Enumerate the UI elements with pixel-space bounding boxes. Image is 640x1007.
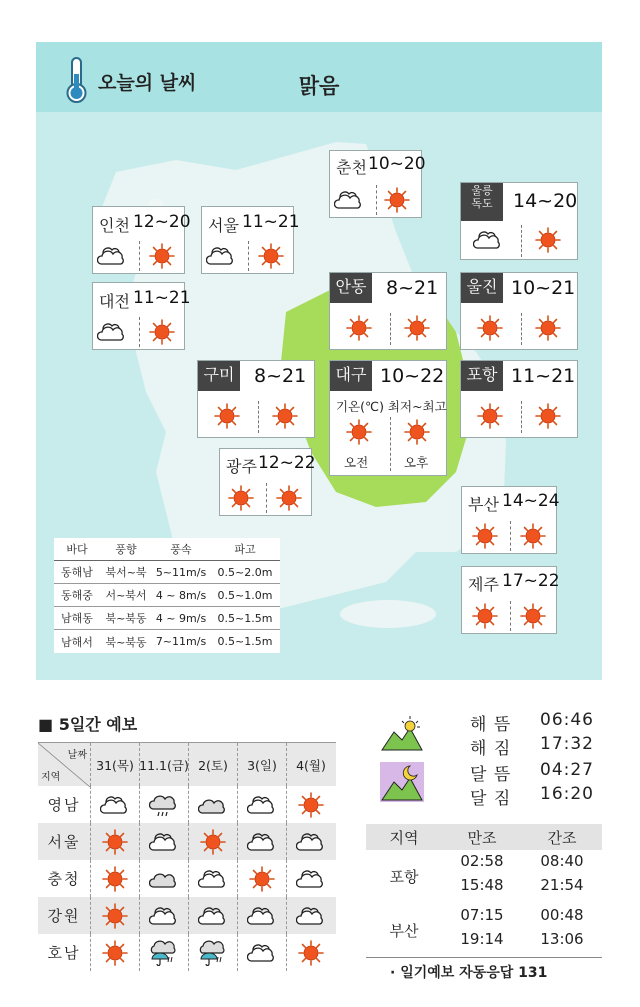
sun-icon (384, 187, 410, 213)
city-temp: 8~21 (386, 277, 439, 299)
forecast-cell (188, 897, 237, 934)
sea-cell: 0.5~1.5m (217, 611, 273, 625)
city-badge: 구미 (198, 361, 240, 391)
moonset-label: 달 짐 (470, 789, 512, 809)
city-name: 부산 (468, 495, 499, 514)
city-badge: 대구 (330, 361, 372, 391)
sun-icon (472, 523, 498, 549)
city-temp: 12~22 (258, 453, 316, 473)
city-card-ulleung (460, 182, 578, 260)
forecast-cell (237, 860, 286, 897)
sunrise-icon (380, 712, 424, 752)
forecast-day: 11.1(금) (139, 743, 188, 786)
forecast-day: 2(토) (188, 743, 237, 786)
tide-high: 15:48 (460, 876, 504, 894)
sea-header: 바다 (66, 543, 88, 556)
city-card-busan (461, 486, 560, 554)
sun-icon (535, 403, 561, 429)
tide-low: 00:48 (540, 906, 584, 924)
sun-icon (249, 866, 275, 892)
cloud-icon (198, 792, 228, 818)
city-temp: 8~21 (254, 365, 307, 387)
sunrise-label: 해 뜸 (470, 715, 512, 735)
rain-icon (149, 792, 179, 818)
forecast-cell (139, 823, 188, 860)
city-name: 춘천 (336, 158, 367, 177)
sky-condition: 맑음 (298, 74, 340, 98)
sea-cell: 북~북동 (105, 612, 147, 625)
forecast-row (38, 934, 336, 971)
city-temp: 14~24 (502, 491, 560, 511)
sea-header: 풍향 (115, 543, 137, 556)
sea-row (54, 561, 280, 584)
forecast-region: 충청 (47, 870, 81, 888)
corner-date-label: 날짜 (67, 750, 87, 761)
city-temp: 10~21 (511, 277, 576, 299)
sea-cell: 서~북서 (105, 589, 147, 602)
sea-cell: 북서~북 (105, 566, 147, 579)
forecast-cell (286, 897, 335, 934)
corner-region-label: 지역 (41, 772, 61, 783)
forecast-row (38, 860, 336, 897)
sunrise-time: 06:46 (540, 710, 594, 730)
forecast-cell (237, 823, 286, 860)
sea-row (54, 630, 280, 653)
sun-icon (346, 419, 372, 445)
partly-cloudy-icon (296, 903, 326, 929)
sea-cell: 0.5~1.5m (217, 635, 273, 648)
legend-pm: 오후 (404, 455, 429, 470)
city-badge (461, 183, 503, 221)
partly-cloudy-icon (334, 187, 364, 213)
partly-cloudy-icon (100, 792, 130, 818)
sea-header-row (54, 538, 280, 561)
legend-am: 오전 (344, 455, 369, 470)
partly-cloudy-icon (247, 903, 277, 929)
forecast-region: 서울 (47, 833, 81, 851)
forecast-row (38, 786, 336, 823)
sun-icon (276, 485, 302, 511)
forecast-cell (286, 823, 335, 860)
partly-cloudy-icon (149, 903, 179, 929)
sea-cell: 4 ~ 9m/s (155, 611, 207, 625)
sea-cell: 5~11m/s (155, 565, 207, 579)
sea-row (54, 607, 280, 630)
sea-row (54, 584, 280, 607)
city-card-daejeon (92, 282, 191, 350)
moonrise-time: 04:27 (540, 760, 594, 780)
partly-cloudy-icon (247, 829, 277, 855)
sea-cell: 동해중 (61, 589, 93, 602)
sun-icon (298, 940, 324, 966)
city-name: 대전 (99, 292, 130, 311)
city-card-seoul (201, 206, 300, 274)
sea-cell: 0.5~2.0m (217, 565, 273, 579)
tide-high: 19:14 (460, 930, 504, 948)
city-temp: 11~21 (133, 288, 191, 308)
city-card-uljin (460, 272, 578, 350)
sea-header: 파고 (234, 543, 256, 556)
moonrise-icon (380, 762, 424, 802)
forecast-cell (90, 897, 139, 934)
city-card-gumi (197, 360, 315, 438)
forecast-phone-footer: · 일기예보 자동응답 131 (390, 965, 548, 981)
forecast-cell (188, 823, 237, 860)
partly-cloudy-icon (198, 866, 228, 892)
forecast-cell (90, 860, 139, 897)
city-temp: 14~20 (513, 190, 578, 212)
tide-header-row (366, 824, 602, 850)
sea-cell: 4 ~ 8m/s (155, 588, 207, 602)
forecast-cell (286, 934, 335, 971)
city-card-andong (329, 272, 447, 350)
partly-cloudy-icon (149, 829, 179, 855)
forecast-region: 강원 (47, 907, 81, 925)
forecast-cell (286, 860, 335, 897)
tide-low: 21:54 (540, 876, 584, 894)
sun-icon (258, 243, 284, 269)
city-temp: 12~20 (133, 212, 191, 232)
forecast-day: 31(목) (90, 743, 139, 786)
tide-high: 02:58 (460, 852, 504, 870)
forecast-cell (286, 786, 335, 823)
rain-umbrella-icon (198, 940, 228, 966)
sun-icon (102, 866, 128, 892)
sun-icon (346, 315, 372, 341)
sun-icon (520, 603, 546, 629)
forecast-cell (188, 860, 237, 897)
sun-icon (228, 485, 254, 511)
forecast-cell (139, 897, 188, 934)
sunset-time: 17:32 (540, 734, 594, 754)
forecast-cell (90, 934, 139, 971)
forecast-cell (139, 786, 188, 823)
sun-icon (404, 315, 430, 341)
city-badge: 안동 (330, 273, 372, 303)
sea-cell: 남해서 (61, 635, 93, 649)
sun-icon (404, 419, 430, 445)
city-temp: 17~22 (502, 571, 560, 591)
sun-icon (149, 319, 175, 345)
partly-cloudy-icon (296, 829, 326, 855)
tide-low: 08:40 (540, 852, 584, 870)
city-card-pohang (460, 360, 578, 438)
sun-icon (477, 403, 503, 429)
tide-header: 지역 (389, 828, 419, 847)
forecast-corner (38, 743, 90, 786)
forecast-cell (188, 934, 237, 971)
city-card-chuncheon (329, 150, 426, 218)
tide-body (366, 850, 602, 958)
cloud-icon (149, 866, 179, 892)
sun-icon (102, 829, 128, 855)
city-card-gwangju (219, 448, 316, 516)
forecast-day: 4(월) (286, 743, 335, 786)
city-name: 인천 (99, 216, 130, 235)
forecast-table (38, 742, 336, 971)
forecast-cell (188, 786, 237, 823)
tide-table (366, 824, 602, 958)
sea-cell: 동해남 (61, 566, 93, 579)
sun-icon (149, 243, 175, 269)
city-temp: 10~22 (380, 365, 445, 387)
sun-icon (477, 315, 503, 341)
forecast-region: 영남 (47, 796, 81, 814)
partly-cloudy-icon (198, 903, 228, 929)
sun-icon (298, 792, 324, 818)
forecast-cell (237, 786, 286, 823)
forecast-row (38, 823, 336, 860)
city-temp: 11~21 (242, 212, 300, 232)
tide-place: 부산 (389, 922, 419, 940)
badge-line2: 독도 (471, 197, 493, 210)
sea-cell: 0.5~1.0m (217, 588, 273, 602)
forecast-cell (139, 860, 188, 897)
city-badge: 울진 (461, 273, 503, 303)
forecast-title: ■ 5일간 예보 (38, 715, 138, 734)
city-name: 서울 (208, 216, 239, 235)
sun-icon (102, 903, 128, 929)
forecast-header-row (38, 742, 336, 786)
city-temp: 11~21 (511, 365, 576, 387)
city-name: 광주 (226, 457, 257, 476)
sun-icon (200, 829, 226, 855)
sea-cell: 북~북동 (105, 635, 147, 649)
forecast-cell (237, 934, 286, 971)
forecast-row (38, 897, 336, 934)
sun-icon (214, 403, 240, 429)
sun-icon (535, 315, 561, 341)
partly-cloudy-icon (206, 243, 236, 269)
sunset-label: 해 짐 (470, 739, 512, 759)
sun-icon (102, 940, 128, 966)
tide-header: 간조 (547, 828, 577, 847)
city-card-jeju (461, 566, 560, 634)
city-card-daegu (329, 360, 447, 476)
partly-cloudy-icon (97, 319, 127, 345)
forecast-cell (139, 934, 188, 971)
forecast-cell (90, 786, 139, 823)
city-temp: 10~20 (368, 154, 426, 174)
moonrise-label: 달 뜸 (470, 765, 512, 785)
sea-header: 풍속 (170, 543, 192, 556)
sea-cell: 7~11m/s (155, 635, 207, 648)
partly-cloudy-icon (97, 243, 127, 269)
partly-cloudy-icon (247, 940, 277, 966)
tide-low: 13:06 (540, 930, 584, 948)
forecast-region: 호남 (47, 944, 81, 962)
moonset-time: 16:20 (540, 784, 594, 804)
sun-icon (520, 523, 546, 549)
sea-cell: 남해동 (61, 612, 93, 625)
sea-condition-table (54, 538, 280, 653)
partly-cloudy-icon (473, 227, 503, 253)
city-card-incheon (92, 206, 191, 274)
badge-line1: 울릉 (471, 184, 493, 197)
tide-place: 포항 (389, 868, 419, 886)
sun-icon (272, 403, 298, 429)
forecast-cell (237, 897, 286, 934)
legend-caption: 기온(℃) 최저~최고 (336, 399, 447, 414)
panel-title: 오늘의 날씨 (98, 72, 197, 94)
partly-cloudy-icon (296, 866, 326, 892)
forecast-day: 3(일) (237, 743, 286, 786)
sun-icon (535, 227, 561, 253)
partly-cloudy-icon (247, 792, 277, 818)
sun-icon (472, 603, 498, 629)
city-name: 제주 (468, 575, 499, 594)
city-badge: 포항 (461, 361, 503, 391)
tide-high: 07:15 (460, 906, 504, 924)
rain-umbrella-icon (149, 940, 179, 966)
tide-header: 만조 (467, 828, 497, 847)
forecast-cell (90, 823, 139, 860)
